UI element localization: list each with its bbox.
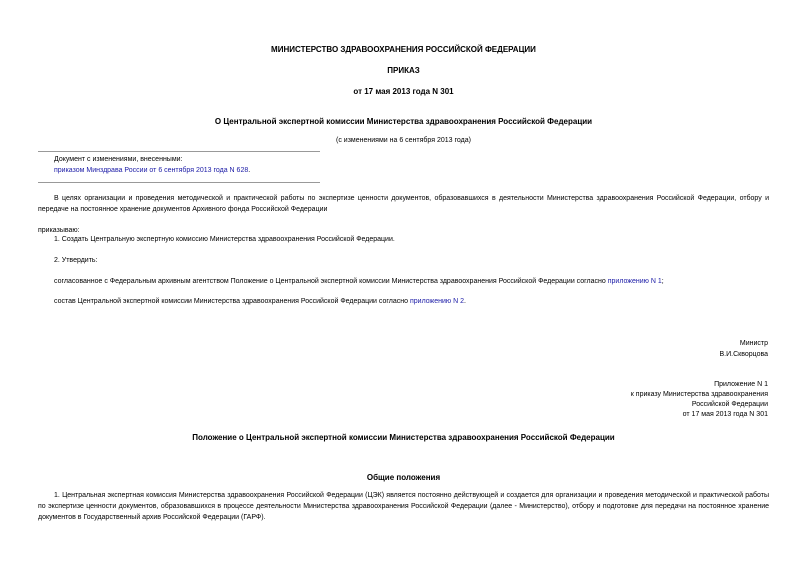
item-1: 1. Создать Центральную экспертную комиссию Министерства здравоохранения Российской Федерации. [54,236,395,243]
amendments-label: Документ с изменениями, внесенными: [54,156,183,163]
amendment-link-suffix: . [248,167,251,174]
appendix-2-link[interactable]: приложению N 2 [409,298,464,305]
appendix-1-link[interactable]: приложению N 1 [607,278,662,285]
amendments-bottom-divider [38,182,320,183]
ministry-heading: МИНИСТЕРСТВО ЗДРАВООХРАНЕНИЯ РОССИЙСКОЙ ФЕДЕРАЦИИ [271,45,536,54]
approve-item-1-end: ; [661,278,664,285]
order-word: приказываю: [38,227,80,234]
approve-item-2-text: состав Центральной экспертной комиссии Министерства здравоохранения Российской Федерации согласно [54,298,410,305]
order-date: от 17 мая 2013 года N 301 [353,87,454,96]
appendix-line-1: Приложение N 1 [714,381,768,388]
preamble-paragraph: В целях организации и проведения методической и практической работы по экспертизе ценности документов, образовавшихся в деятельности Министерства здравоохранения Российской Федерации, отбору и передаче на постоянное хранение документов Архивного фонда Российской Федерации [38,195,769,213]
amendments-top-divider [38,151,320,152]
approve-item-2 [54,298,466,305]
doc-type-heading: ПРИКАЗ [387,66,420,75]
approve-item-1-text: согласованное с Федеральным архивным агентством Положение о Центральной экспертной комиссии Министерства здравоохранения Российской Федерации согласно [54,278,608,285]
regulation-title: Положение о Центральной экспертной комиссии Министерства здравоохранения Российской Федерации [192,433,615,442]
approve-item-1 [54,278,664,285]
amendment-order-link[interactable]: приказом Минздрава России от 6 сентября 2013 года N 628 [54,167,249,174]
revision-note: (с изменениями на 6 сентября 2013 года) [336,137,471,144]
appendix-line-3: Российской Федерации [691,401,768,408]
signature-name: В.И.Скворцова [719,351,768,358]
appendix-line-4: от 17 мая 2013 года N 301 [682,411,768,418]
order-title: О Центральной экспертной комиссии Министерства здравоохранения Российской Федерации [214,117,593,126]
amendments-line [54,167,250,174]
section-heading: Общие положения [366,473,441,482]
signature-block [720,339,769,360]
regulation-paragraph-1: 1. Центральная экспертная комиссия Министерства здравоохранения Российской Федерации (ЦЭК) является постоянно действующей и создается для организации и проведения методической и практической работы по экспертизе ценности документов, образовавшихся в процессе деятельности Министерства здравоохранения Российской Федерации (далее - Министерство), отбору и подготовке для передачи на постоянное хранение документов в Государственный архив Российской Федерации (ГАРФ). [38,492,769,521]
appendix-line-2: к приказу Министерства здравоохранения [630,391,768,398]
appendix-header [631,380,768,420]
item-2: 2. Утвердить: [54,257,98,264]
approve-item-2-end: . [463,298,466,305]
signature-position: Министр [739,340,768,347]
